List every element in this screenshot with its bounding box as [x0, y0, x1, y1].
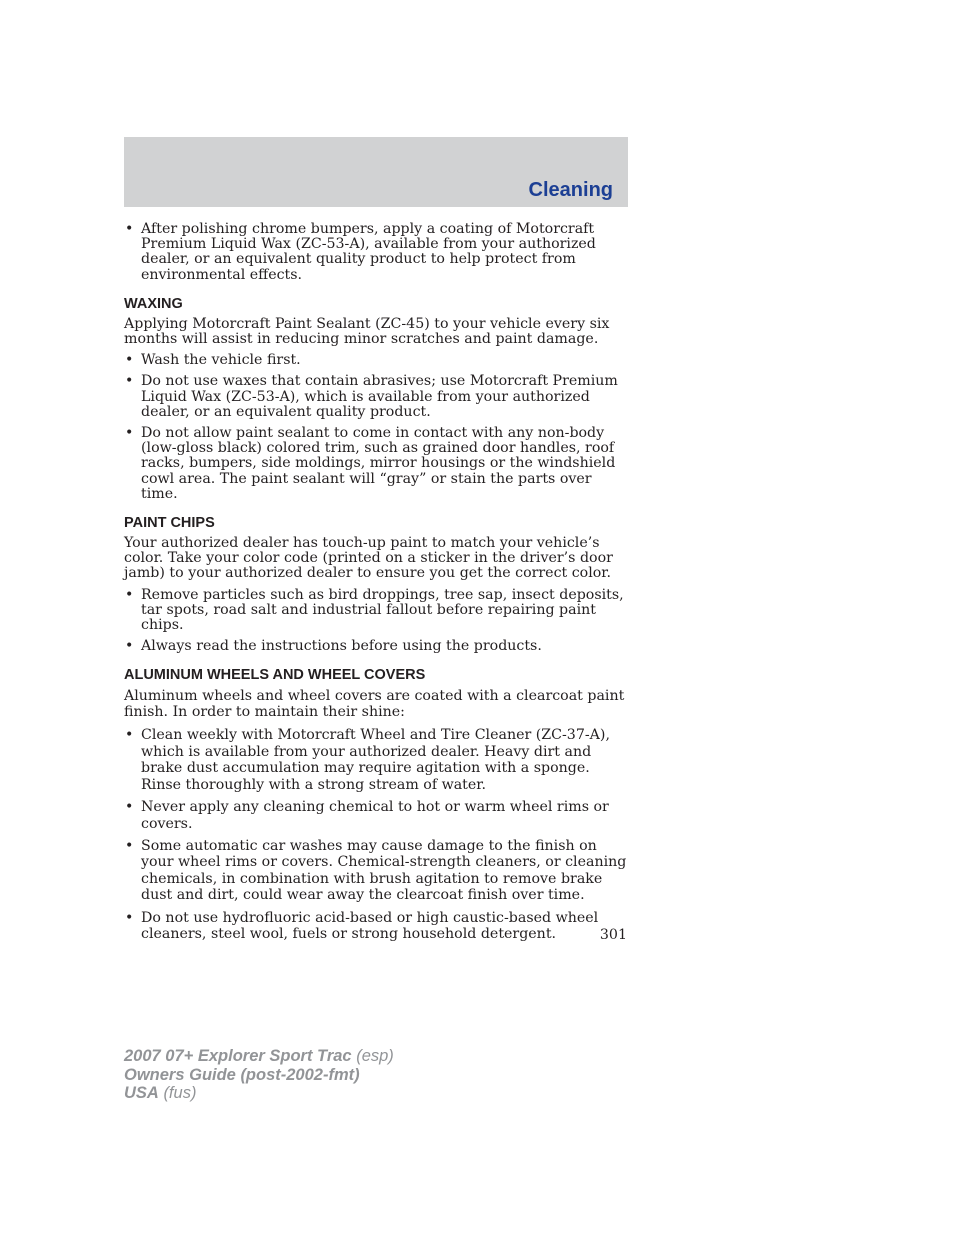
list-item: • Do not allow paint sealant to come in contact with any non-body (low-gloss black) colored trim, such as grained door handles, roof racks, bumpers, side moldings, mirror housings or the windshield cowl area. The paint sealant will “gray” or stain the parts over time. [124, 426, 628, 502]
footer-market: USA [124, 1084, 159, 1102]
page-number: 301 [599, 927, 627, 943]
footer-line-2 [124, 1066, 394, 1085]
list-item: • Wash the vehicle first. [124, 353, 628, 368]
footer-market-code: (fus) [163, 1084, 197, 1102]
footer-guide: Owners Guide (post-2002-fmt) [124, 1065, 360, 1084]
footer-line-1 [124, 1047, 394, 1066]
list-item: • Always read the instructions before using the products. [124, 639, 628, 654]
document-footer [124, 1047, 394, 1103]
header-band [124, 137, 628, 207]
section-heading-paint-chips: PAINT CHIPS [124, 515, 215, 532]
footer-line-3 [124, 1084, 394, 1103]
list-item: • Do not use waxes that contain abrasives; use Motorcraft Premium Liquid Wax (ZC-53-A), which is available from your authorized dealer, or an equivalent quality product. [124, 374, 628, 420]
section-title: Cleaning [528, 179, 613, 201]
list-item: • Remove particles such as bird droppings, tree sap, insect deposits, tar spots, road salt and industrial fallout before repairing paint chips. [124, 588, 628, 634]
page-content [124, 222, 628, 942]
section-heading-waxing: WAXING [124, 295, 183, 312]
list-item: • Never apply any cleaning chemical to hot or warm wheel rims or covers. [124, 799, 628, 832]
list-item: • Clean weekly with Motorcraft Wheel and Tire Cleaner (ZC-37-A), which is available from your authorized dealer. Heavy dirt and brake dust accumulation may require agitation with a sponge. Rinse thoroughly with a strong stream of water. [124, 727, 628, 793]
list-item: • After polishing chrome bumpers, apply a coating of Motorcraft Premium Liquid Wax (ZC-53-A), available from your authorized dealer, or an equivalent quality product to help protect from environmental effects. [124, 222, 628, 283]
footer-model: 2007 07+ Explorer Sport Trac [124, 1047, 352, 1065]
paragraph-waxing: Applying Motorcraft Paint Sealant (ZC-45) to your vehicle every six months will assist in reducing minor scratches and paint damage. [124, 315, 610, 348]
paragraph-paint-chips: Your authorized dealer has touch-up paint to match your vehicle’s color. Take your color code (printed on a sticker in the driver’s door jamb) to your authorized dealer to ensure you get the correct color. [124, 535, 613, 582]
list-item: • Do not use hydrofluoric acid-based or high caustic-based wheel cleaners, steel wool, fuels or strong household detergent. [124, 910, 628, 943]
section-heading-aluminum-wheels: ALUMINUM WHEELS AND WHEEL COVERS [124, 667, 426, 684]
paragraph-aluminum-wheels: Aluminum wheels and wheel covers are coated with a clearcoat paint finish. In order to maintain their shine: [124, 688, 625, 721]
footer-model-code: (esp) [356, 1047, 394, 1065]
list-item: • Some automatic car washes may cause damage to the finish on your wheel rims or covers. Chemical-strength cleaners, or cleaning chemicals, in combination with brush agitation to remove brake dust and dirt, could wear away the clearcoat finish over time. [124, 838, 628, 904]
